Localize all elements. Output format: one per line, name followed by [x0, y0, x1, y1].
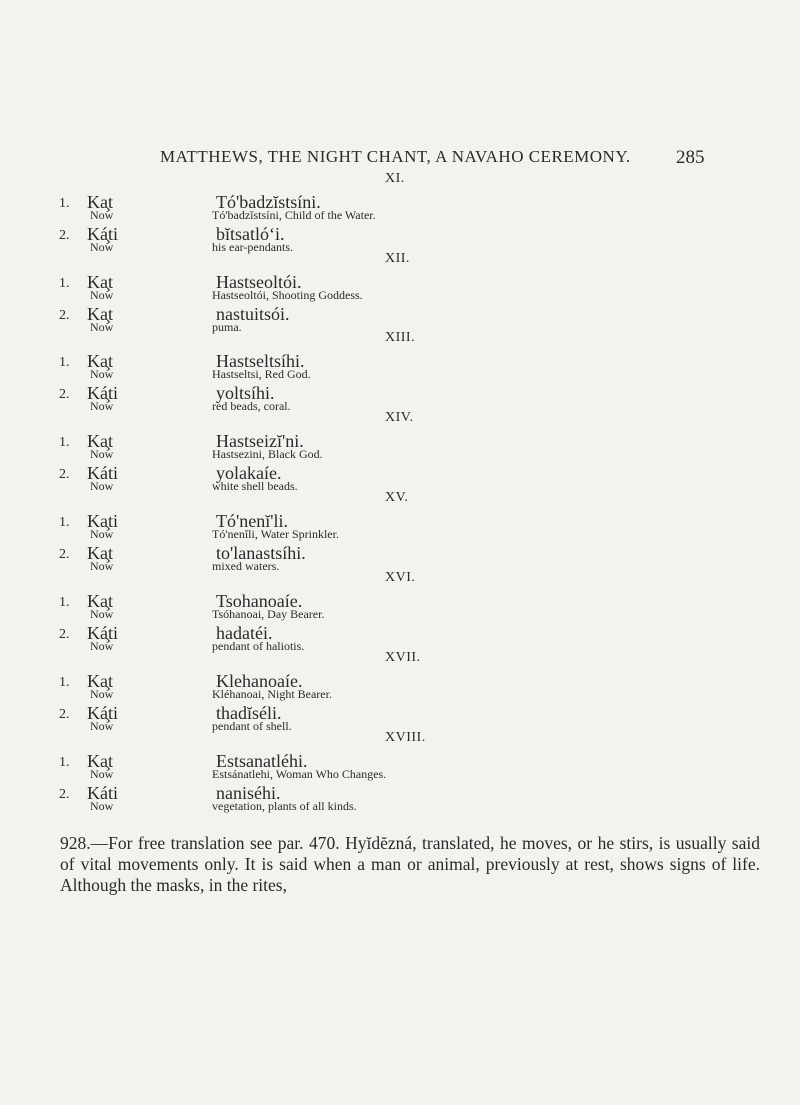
word-gloss: white shell beads.	[212, 479, 298, 493]
word-gloss: vegetation, plants of all kinds.	[212, 799, 357, 813]
navaho-word: Hastseoltói.	[216, 272, 302, 292]
prefix-translation: Now	[90, 288, 114, 302]
navaho-prefix: Ka̧t	[87, 543, 113, 563]
line-number: 1.	[59, 595, 70, 610]
section-numeral: XIV.	[385, 410, 414, 425]
navaho-prefix: Ká̧ti	[87, 224, 118, 244]
prefix-translation: Now	[90, 399, 114, 413]
prefix-translation: Now	[90, 240, 114, 254]
prefix-translation: Now	[90, 447, 114, 461]
line-number: 1.	[59, 276, 70, 291]
section-numeral: XV.	[385, 490, 409, 505]
navaho-prefix: Ka̧t	[87, 671, 113, 691]
word-gloss: Estsánatlehi, Woman Who Changes.	[212, 767, 387, 781]
section-numeral: XVII.	[385, 650, 421, 665]
word-gloss: Hastseltsi, Red God.	[212, 367, 311, 381]
prefix-translation: Now	[90, 479, 114, 493]
navaho-prefix: Ka̧t	[87, 591, 113, 611]
navaho-prefix: Ka̧t	[87, 192, 113, 212]
word-gloss: pendant of shell.	[212, 719, 292, 733]
line-number: 2.	[59, 627, 70, 642]
prefix-translation: Now	[90, 208, 114, 222]
navaho-word: Estsanatléhi.	[216, 751, 308, 771]
navaho-prefix: Ká̧ti	[87, 383, 118, 403]
word-gloss: pendant of haliotis.	[212, 639, 305, 653]
navaho-word: naniséhi.	[216, 783, 281, 803]
prefix-translation: Now	[90, 367, 114, 381]
line-number: 2.	[59, 308, 70, 323]
prefix-translation: Now	[90, 527, 114, 541]
navaho-prefix: Ka̧t	[87, 272, 113, 292]
line-number: 2.	[59, 228, 70, 243]
word-gloss: Hastseoltói, Shooting Goddess.	[212, 288, 363, 302]
prefix-translation: Now	[90, 767, 114, 781]
navaho-word: Tó'nenĭ'li.	[216, 511, 288, 531]
navaho-prefix: Ka̧t	[87, 351, 113, 371]
prefix-translation: Now	[90, 719, 114, 733]
line-number: 2.	[59, 387, 70, 402]
word-gloss: mixed waters.	[212, 559, 280, 573]
line-number: 1.	[59, 196, 70, 211]
prefix-translation: Now	[90, 559, 114, 573]
prefix-translation: Now	[90, 687, 114, 701]
section-numeral: XVIII.	[385, 730, 426, 745]
prefix-translation: Now	[90, 607, 114, 621]
line-number: 1.	[59, 435, 70, 450]
line-number: 1.	[59, 675, 70, 690]
navaho-word: Tsohanoaíe.	[216, 591, 303, 611]
line-number: 1.	[59, 515, 70, 530]
word-gloss: Tó'nenĭli, Water Sprinkler.	[212, 527, 339, 541]
word-gloss: red beads, coral.	[212, 399, 291, 413]
navaho-word: hadatéi.	[216, 623, 273, 643]
navaho-word: thadĭséli.	[216, 703, 282, 723]
section-numeral: XVI.	[385, 570, 416, 585]
section-numeral: XII.	[385, 251, 410, 266]
section-numeral: XIII.	[385, 330, 416, 345]
word-gloss: his ear-pendants.	[212, 240, 294, 254]
navaho-prefix: Ka̧t	[87, 751, 113, 771]
word-gloss: Kléhanoai, Night Bearer.	[212, 687, 332, 701]
navaho-prefix: Ka̧t	[87, 431, 113, 451]
running-header: MATTHEWS, THE NIGHT CHANT, A NAVAHO CEREMONY.	[160, 147, 631, 166]
line-number: 1.	[59, 755, 70, 770]
word-gloss: puma.	[212, 320, 242, 334]
navaho-word: nastuitsói.	[216, 304, 290, 324]
prefix-translation: Now	[90, 639, 114, 653]
line-number: 2.	[59, 707, 70, 722]
navaho-word: yolakaíe.	[216, 463, 282, 483]
prefix-translation: Now	[90, 799, 114, 813]
navaho-word: bĭtsatlóʻi.	[216, 224, 285, 244]
navaho-prefix: Ká̧ti	[87, 703, 118, 723]
word-gloss: Hastsezini, Black God.	[212, 447, 323, 461]
section-numeral: XI.	[385, 171, 405, 186]
navaho-word: Hastseizĭ'ni.	[216, 431, 304, 451]
navaho-prefix: Ka̧ti	[87, 511, 118, 531]
navaho-word: Klehanoaíe.	[216, 671, 303, 691]
line-number: 2.	[59, 547, 70, 562]
navaho-prefix: Ká̧ti	[87, 623, 118, 643]
navaho-word: to'lanastsíhi.	[216, 543, 306, 563]
navaho-word: Hastseltsíhi.	[216, 351, 305, 371]
word-gloss: Tsóhanoai, Day Bearer.	[212, 607, 325, 621]
line-number: 2.	[59, 467, 70, 482]
navaho-word: yoltsíhi.	[216, 383, 275, 403]
navaho-word: Tó'badzĭstsíni.	[216, 192, 321, 212]
line-number: 1.	[59, 355, 70, 370]
line-number: 2.	[59, 787, 70, 802]
navaho-prefix: Káti	[87, 783, 118, 803]
navaho-prefix: Ka̧t	[87, 304, 113, 324]
word-gloss: Tó'badzĭstsíni, Child of the Water.	[212, 208, 376, 222]
navaho-prefix: Káti	[87, 463, 118, 483]
page-number: 285	[676, 147, 705, 168]
prefix-translation: Now	[90, 320, 114, 334]
footnote-paragraph: 928.—For free translation see par. 470. Hyĭdĕzná, translated, he moves, or he stirs, is usually said of vital movements only. It is said when a man or animal, previously at rest, shows signs of life. Although the masks, in the rites,	[60, 833, 760, 895]
